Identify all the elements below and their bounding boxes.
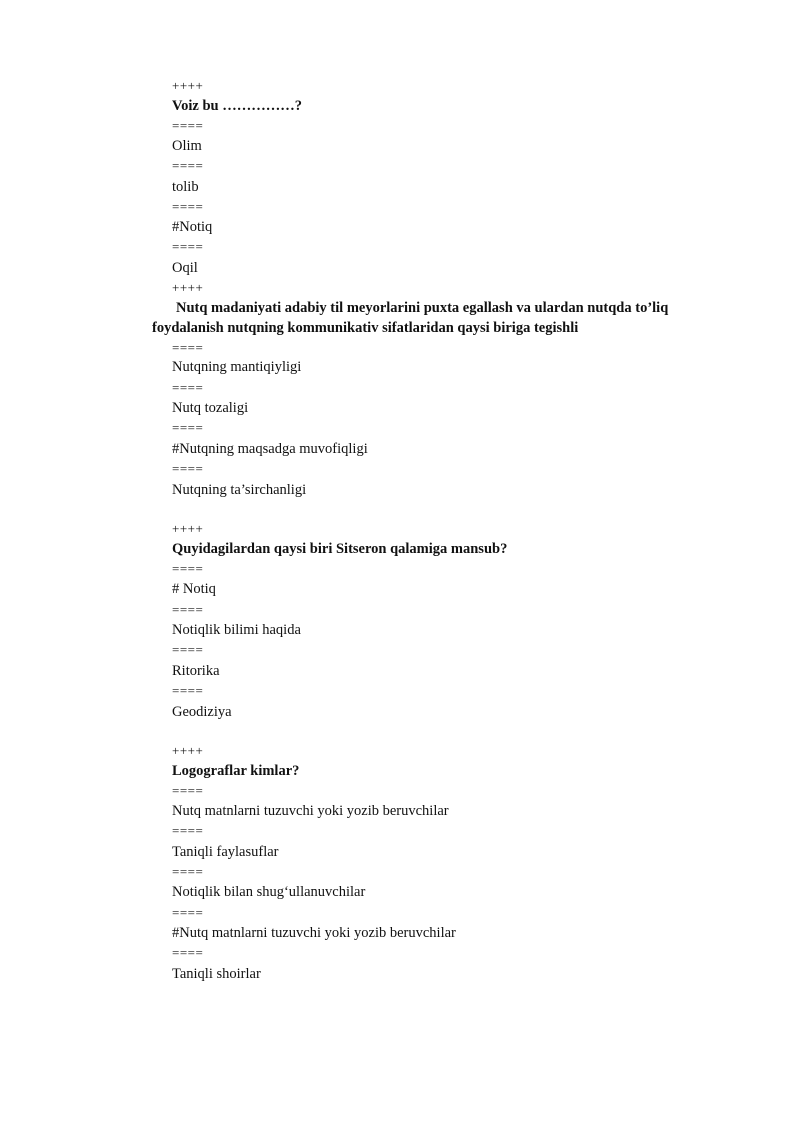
answer-option-correct: #Nutq matnlarni tuzuvchi yoki yozib beruvchilar bbox=[172, 925, 456, 941]
question-text: Voiz bu ……………? bbox=[172, 98, 302, 114]
option-separator: ==== bbox=[172, 380, 204, 395]
answer-option-correct: # Notiq bbox=[172, 581, 216, 597]
option-separator: ==== bbox=[172, 905, 204, 920]
answer-option-correct: #Nutqning maqsadga muvofiqligi bbox=[172, 441, 368, 457]
question-text: Nutq madaniyati adabiy til meyorlarini puxta egallash va ulardan nutqda to’liq foydalanish nutqning kommunikativ sifatlaridan qaysi biriga tegishli bbox=[152, 300, 669, 336]
question-start-marker: ++++ bbox=[172, 743, 204, 758]
option-separator: ==== bbox=[172, 118, 204, 133]
answer-option: tolib bbox=[172, 179, 199, 195]
question-start-marker: ++++ bbox=[172, 78, 204, 93]
option-separator: ==== bbox=[172, 683, 204, 698]
answer-option: Oqil bbox=[172, 260, 198, 276]
answer-option: Notiqlik bilimi haqida bbox=[172, 622, 301, 638]
option-separator: ==== bbox=[172, 783, 204, 798]
answer-option: Taniqli faylasuflar bbox=[172, 844, 279, 860]
question-text: Quyidagilardan qaysi biri Sitseron qalamiga mansub? bbox=[172, 541, 508, 557]
answer-option: Nutqning ta’sirchanligi bbox=[172, 482, 307, 498]
answer-option: Nutqning mantiqiyligi bbox=[172, 359, 302, 375]
answer-option: Olim bbox=[172, 138, 202, 154]
option-separator: ==== bbox=[172, 864, 204, 879]
option-separator: ==== bbox=[172, 158, 204, 173]
option-separator: ==== bbox=[172, 823, 204, 838]
option-separator: ==== bbox=[172, 945, 204, 960]
answer-option: Notiqlik bilan shug‘ullanuvchilar bbox=[172, 884, 366, 900]
option-separator: ==== bbox=[172, 340, 204, 355]
option-separator: ==== bbox=[172, 642, 204, 657]
option-separator: ==== bbox=[172, 461, 204, 476]
option-separator: ==== bbox=[172, 602, 204, 617]
question-start-marker: ++++ bbox=[172, 280, 204, 295]
option-separator: ==== bbox=[172, 561, 204, 576]
answer-option: Taniqli shoirlar bbox=[172, 966, 261, 982]
answer-option: Ritorika bbox=[172, 663, 220, 679]
option-separator: ==== bbox=[172, 199, 204, 214]
answer-option: Geodiziya bbox=[172, 704, 232, 720]
answer-option: Nutq matnlarni tuzuvchi yoki yozib beruvchilar bbox=[172, 803, 449, 819]
question-text: Logograflar kimlar? bbox=[172, 763, 300, 779]
option-separator: ==== bbox=[172, 420, 204, 435]
answer-option: Nutq tozaligi bbox=[172, 400, 249, 416]
question-start-marker: ++++ bbox=[172, 521, 204, 536]
option-separator: ==== bbox=[172, 239, 204, 254]
answer-option-correct: #Notiq bbox=[172, 219, 213, 235]
